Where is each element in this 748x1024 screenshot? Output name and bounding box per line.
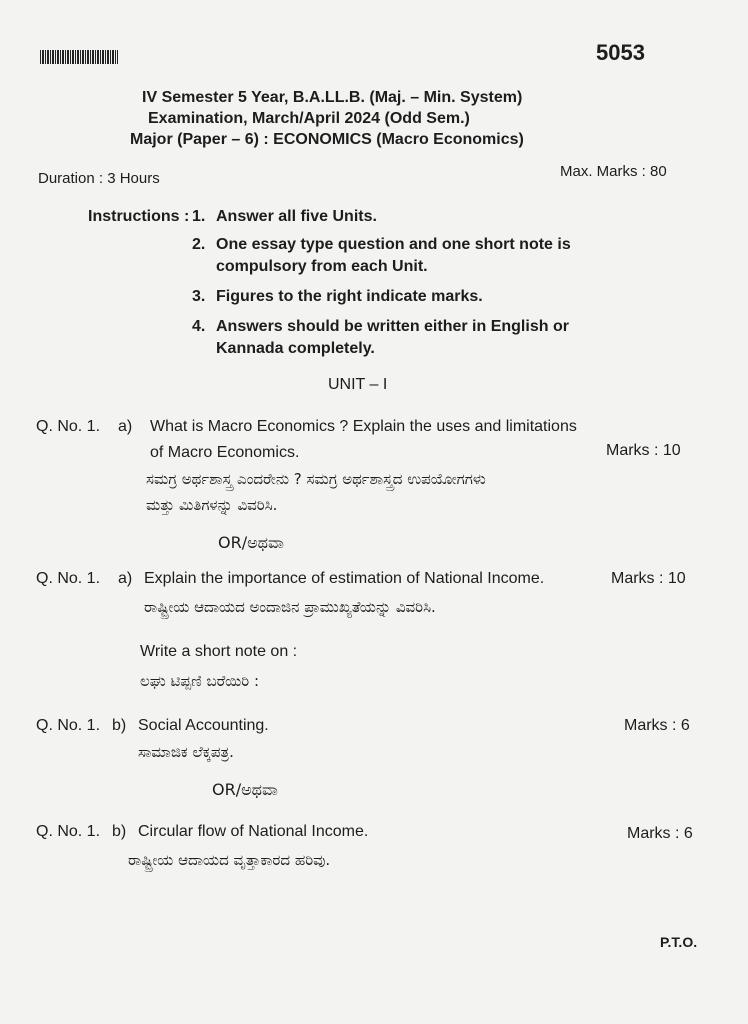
question-number: Q. No. 1. [36,717,101,734]
instruction-1: Answer all five Units. [216,208,377,225]
question-text-line1: What is Macro Economics ? Explain the uses and limitations [150,418,577,435]
question-marks: Marks : 6 [624,717,690,734]
question-part: b) [112,823,127,840]
instruction-4-num: 4. [192,318,206,335]
question-kannada-line1: ರಾಷ್ಟ್ರೀಯ ಆದಾಯದ ಅಂದಾಜಿನ ಪ್ರಾಮುಖ್ಯತೆಯನ್ನು ವಿವರಿಸಿ. [144,598,436,616]
question-marks: Marks : 6 [627,825,693,842]
barcode [40,50,118,64]
duration: Duration : 3 Hours [38,170,160,187]
header-exam: Examination, March/April 2024 (Odd Sem.) [148,110,470,127]
header-course: IV Semester 5 Year, B.A.LL.B. (Maj. – Min. System) [142,89,523,106]
or-separator-2: OR/ಅಥವಾ [212,780,278,799]
instruction-4-line1: Answers should be written either in English or [216,318,569,335]
short-note-heading-kannada: ಲಘು ಟಿಪ್ಪಣಿ ಬರೆಯಿರಿ : [140,672,260,690]
instruction-1-num: 1. [192,208,206,225]
question-kannada-line1: ಸಮಗ್ರ ಅರ್ಥಶಾಸ್ತ್ರ ಎಂದರೇನು ? ಸಮಗ್ರ ಅರ್ಥಶಾಸ್ತ್ರದ ಉಪಯೋಗಗಳು [146,470,486,488]
short-note-heading: Write a short note on : [140,643,298,660]
question-marks: Marks : 10 [606,442,681,459]
instruction-2-line2: compulsory from each Unit. [216,258,428,275]
question-kannada-line1: ರಾಷ್ಟ್ರೀಯ ಆದಾಯದ ವೃತ್ತಾಕಾರದ ಹರಿವು. [128,851,331,869]
question-text-line2: of Macro Economics. [150,444,300,461]
question-part: a) [118,418,133,435]
question-number: Q. No. 1. [36,418,101,435]
question-text-line1: Circular flow of National Income. [138,823,369,840]
pto-label: P.T.O. [660,934,698,950]
instruction-3-num: 3. [192,288,206,305]
question-part: b) [112,717,127,734]
question-number: Q. No. 1. [36,823,101,840]
paper-code: 5053 [596,40,645,65]
question-text-line1: Explain the importance of estimation of National Income. [144,570,545,587]
header-paper: Major (Paper – 6) : ECONOMICS (Macro Economics) [130,131,524,148]
instruction-2-num: 2. [192,236,206,253]
max-marks: Max. Marks : 80 [560,163,667,180]
question-marks: Marks : 10 [611,570,686,587]
instruction-2-line1: One essay type question and one short note is [216,236,571,253]
question-kannada-line1: ಸಾಮಾಜಿಕ ಲೆಕ್ಕಪತ್ರ. [138,743,234,761]
question-part: a) [118,570,133,587]
instruction-4-line2: Kannada completely. [216,340,375,357]
question-number: Q. No. 1. [36,570,101,587]
instructions-label: Instructions : [88,208,190,225]
instruction-3: Figures to the right indicate marks. [216,288,483,305]
question-text-line1: Social Accounting. [138,717,269,734]
unit-title: UNIT – I [328,376,388,393]
question-kannada-line2: ಮತ್ತು ಮಿತಿಗಳನ್ನು ವಿವರಿಸಿ. [146,496,278,514]
or-separator-1: OR/ಅಥವಾ [218,533,284,552]
